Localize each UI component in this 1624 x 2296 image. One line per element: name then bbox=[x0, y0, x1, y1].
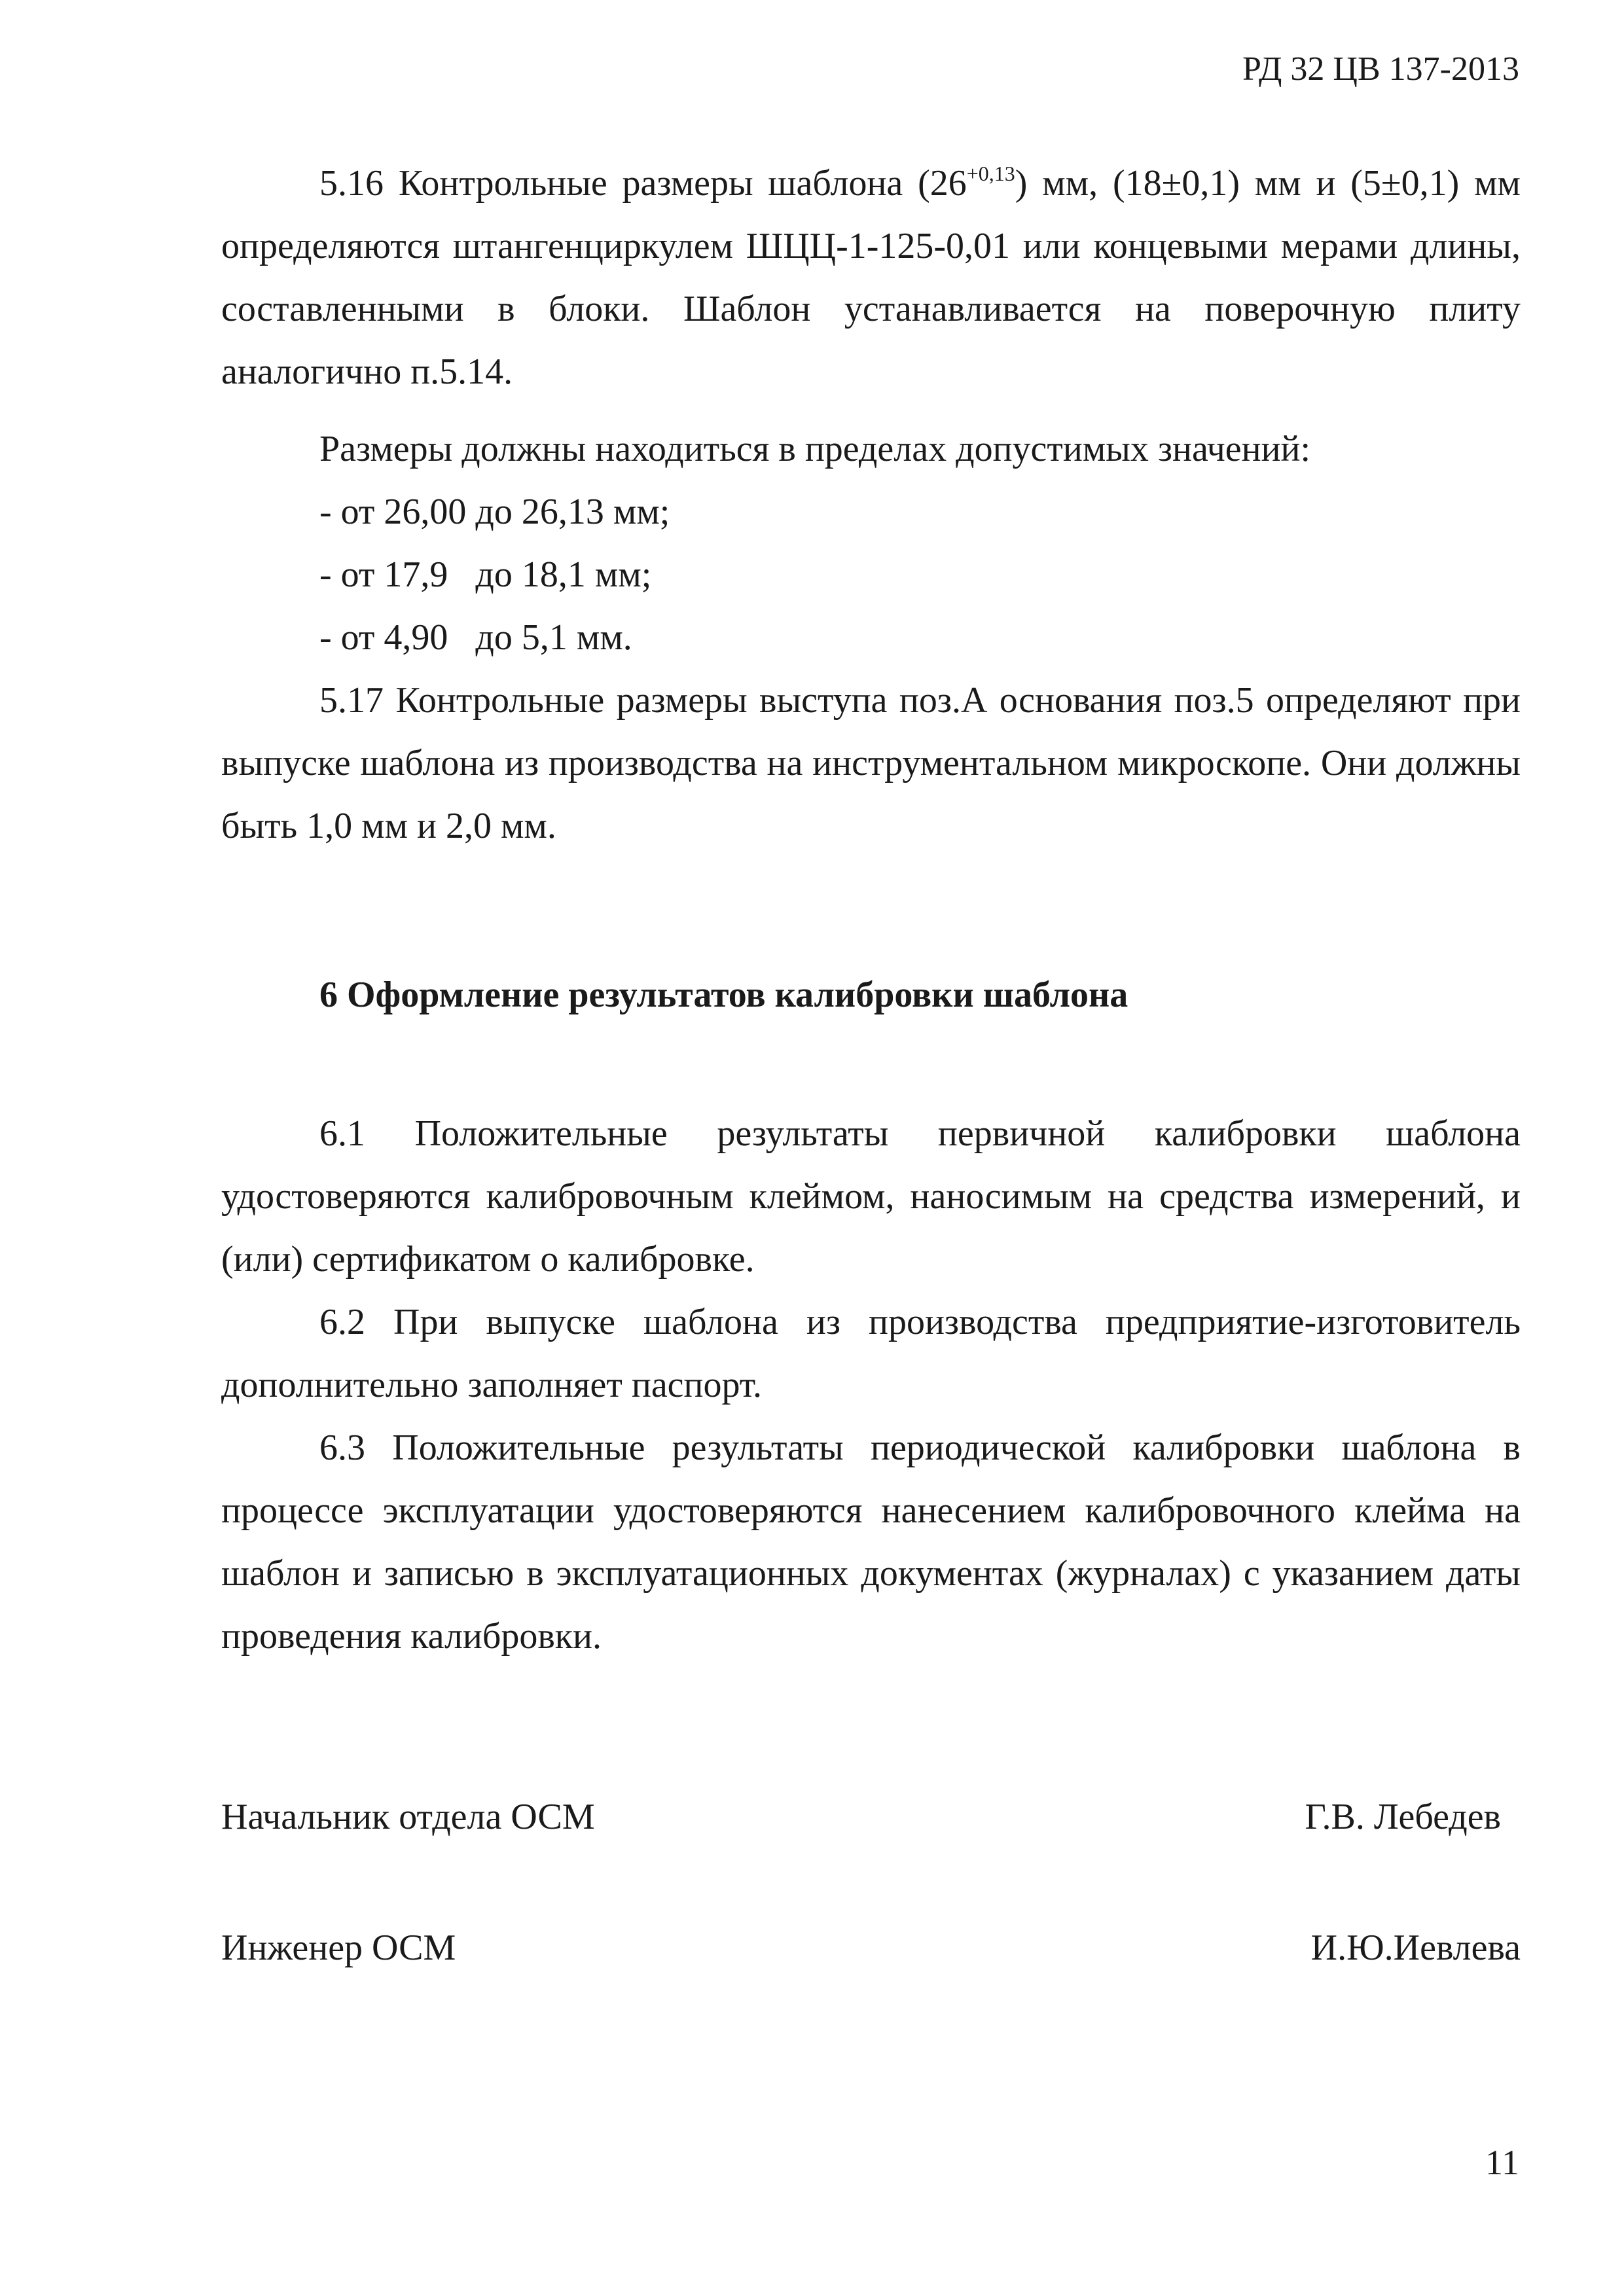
paragraph-5-17: 5.17 Контрольные размеры выступа поз.А основания поз.5 определяют при выпуске шаблона из производства на инструментальном микроскопе. Они должны быть 1,0 мм и 2,0 мм. bbox=[221, 680, 1521, 846]
signature-role: Инженер ОСМ bbox=[221, 1928, 456, 1968]
section-6-body bbox=[221, 1102, 1521, 1668]
paragraph-5-16 bbox=[221, 152, 1521, 403]
page-content bbox=[221, 152, 1521, 1657]
page-number: 11 bbox=[1485, 2143, 1519, 2182]
paragraph-5-16-part-a: 5.16 Контрольные размеры шаблона (26 bbox=[319, 163, 967, 204]
paragraph-5-16-part-b: ) мм, (18±0,1) мм и (5±0,1) мм определяются штангенциркулем ШЦЦ-1-125-0,01 или концевыми мерами длины, составленными в блоки. Шаблон устанавливается на поверочную плиту аналогично п.5.14. bbox=[221, 163, 1521, 392]
signature-name: Г.В. Лебедев bbox=[1305, 1797, 1501, 1837]
limits-intro: Размеры должны находиться в пределах допустимых значений: bbox=[319, 429, 1311, 469]
signature-role: Начальник отдела ОСМ bbox=[221, 1797, 595, 1837]
paragraph-6-2: 6.2 При выпуске шаблона из производства предприятие-изготовитель дополнительно заполняет паспорт. bbox=[221, 1302, 1521, 1405]
limit-item: - от 17,9 до 18,1 мм; bbox=[319, 554, 652, 595]
paragraph-6-3: 6.3 Положительные результаты периодической калибровки шаблона в процессе эксплуатации удостоверяются нанесением калибровочного клейма на шаблон и записью в эксплуатационных документах (журналах) с указанием даты проведения калибровки. bbox=[221, 1427, 1521, 1657]
limit-item: - от 4,90 до 5,1 мм. bbox=[319, 617, 632, 658]
section-6-heading: 6 Оформление результатов калибровки шаблона bbox=[319, 975, 1128, 1015]
document-code: РД 32 ЦВ 137-2013 bbox=[1242, 50, 1519, 88]
paragraph-6-1: 6.1 Положительные результаты первичной калибровки шаблона удостоверяются калибровочным клеймом, наносимым на средства измерений, и (или) сертификатом о калибровке. bbox=[221, 1113, 1521, 1280]
limit-item: - от 26,00 до 26,13 мм; bbox=[319, 492, 670, 532]
signature-name: И.Ю.Иевлева bbox=[1310, 1928, 1521, 1968]
tolerance-superscript: +0,13 bbox=[966, 162, 1015, 185]
